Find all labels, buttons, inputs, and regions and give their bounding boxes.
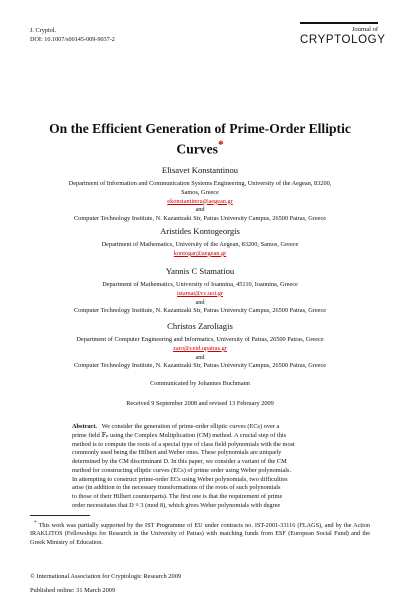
and-text: and: [195, 206, 205, 214]
footnote-text: This work was partially supported by the IST Programme of EU under contracts no. IST-2001-33116 (FLAGS), and by the Action IRAKLITOS (Fellowships for Research in the University of Patras) with matching funds from ESF (European Social Fund) and the Greek Ministry of Education.: [30, 522, 371, 546]
received-dates: Received 9 September 2008 and revised 13 February 2009: [126, 400, 274, 407]
author-affiliation: Department of Mathematics, University of the Aegean, 83200, Samos, Greece: [101, 241, 299, 248]
author-affiliation-2: Computer Technology Institute, N. Kazantzaki Str, Patras University Campus, 26500 Patras, Greece: [73, 307, 327, 315]
abstract-line: method for constructing elliptic curves (ECs) of prime order using Weber polynomials.: [72, 466, 292, 474]
author-name: Elisavet Konstantinou: [161, 165, 239, 175]
title-line-2-text: Curves: [176, 141, 218, 157]
abstract-line: Abstract. We consider the generation of prime-order elliptic curves (ECs) over a: [72, 423, 280, 430]
author-block-1: [30, 165, 370, 224]
abstract-line: determined by the CM discriminant D. In this paper, we consider a variant of the CM: [72, 458, 287, 465]
abstract-line: arise (in addition to the necessary transformations of the roots of such polynomials: [72, 484, 281, 492]
doi: DOI: 10.1007/s00145-009-9037-2: [30, 35, 115, 43]
copyright: © International Association for Cryptologic Research 2009: [30, 573, 182, 580]
author-block-4: [30, 321, 370, 371]
published-online: Published online: 31 March 2009: [30, 587, 116, 594]
author-affiliation: Department of Information and Communication Systems Engineering, University of the Aegean, 83200,: [68, 180, 332, 187]
author-affiliation-2: Computer Technology Institute, N. Kazantzaki Str, Patras University Campus, 26500 Patras, Greece: [73, 362, 327, 370]
abstract-line: method is to compute the roots of a special type of class field polynomials with the most: [72, 440, 295, 448]
author-name: Aristides Kontogeorgis: [160, 226, 240, 236]
paper-title: [30, 120, 370, 158]
logo-journal-of: Journal of: [351, 25, 378, 33]
abstract-line: prime field 𝔽ₚ using the Complex Multiplication (CM) method. A crucial step of this: [72, 431, 287, 439]
and-text: and: [195, 298, 205, 306]
author-block-3: [30, 266, 370, 316]
title-footnote-mark[interactable]: *: [217, 139, 224, 151]
article-meta: [30, 27, 115, 44]
logo-rule: [300, 22, 378, 24]
footnote: [30, 519, 370, 547]
abstract-line: commonly used being the Hilbert and Weber ones. These polynomials are uniquely: [72, 449, 282, 457]
author-email[interactable]: zaro@ceid.upatras.gr: [173, 344, 227, 352]
footnote-divider: [30, 515, 90, 516]
abstract: [72, 423, 330, 511]
author-affiliation-cont: Samos, Greece: [181, 188, 219, 196]
author-affiliation: Department of Mathematics, University of Ioannina, 45110, Ioannina, Greece: [102, 281, 298, 288]
and-text: and: [195, 353, 205, 361]
communicated-by: Communicated by Johannes Buchmann: [150, 380, 250, 387]
author-name: Yannis C Stamatiou: [165, 266, 235, 276]
title-line-1: On the Efficient Generation of Prime-Order Elliptic: [49, 121, 351, 136]
author-block-2: [30, 226, 370, 259]
journal-logo: [300, 22, 386, 46]
author-email[interactable]: istamat@cc.uoi.gr: [176, 289, 223, 297]
journal-short-name: J. Cryptol.: [30, 27, 56, 34]
author-name: Christos Zaroliagis: [167, 321, 233, 331]
author-affiliation-2: Computer Technology Institute, N. Kazantzaki Str, Patras University Campus, 26500 Patras, Greece: [73, 215, 327, 223]
author-affiliation: Department of Computer Engineering and Informatics, University of Patras, 26500 Patras, Greece: [76, 336, 324, 343]
footnote-mark: *: [34, 520, 37, 526]
abstract-line: order necessitates that D ≡ 3 (mod 8), which gives Weber polynomials with degree: [72, 501, 281, 509]
abstract-line: In attempting to construct prime-order ECs using Weber polynomials, two difficulties: [72, 475, 288, 483]
abstract-line: to those of their Hilbert counterparts). The first one is that the requirement of prime: [72, 493, 283, 500]
title-line-2: [30, 137, 370, 158]
author-email[interactable]: kontogar@aegean.gr: [173, 249, 227, 257]
logo-cryptology: CRYPTOLOGY: [300, 33, 386, 46]
abstract-label: Abstract.: [72, 423, 98, 430]
author-email[interactable]: ekonstantinou@aegean.gr: [167, 197, 233, 205]
